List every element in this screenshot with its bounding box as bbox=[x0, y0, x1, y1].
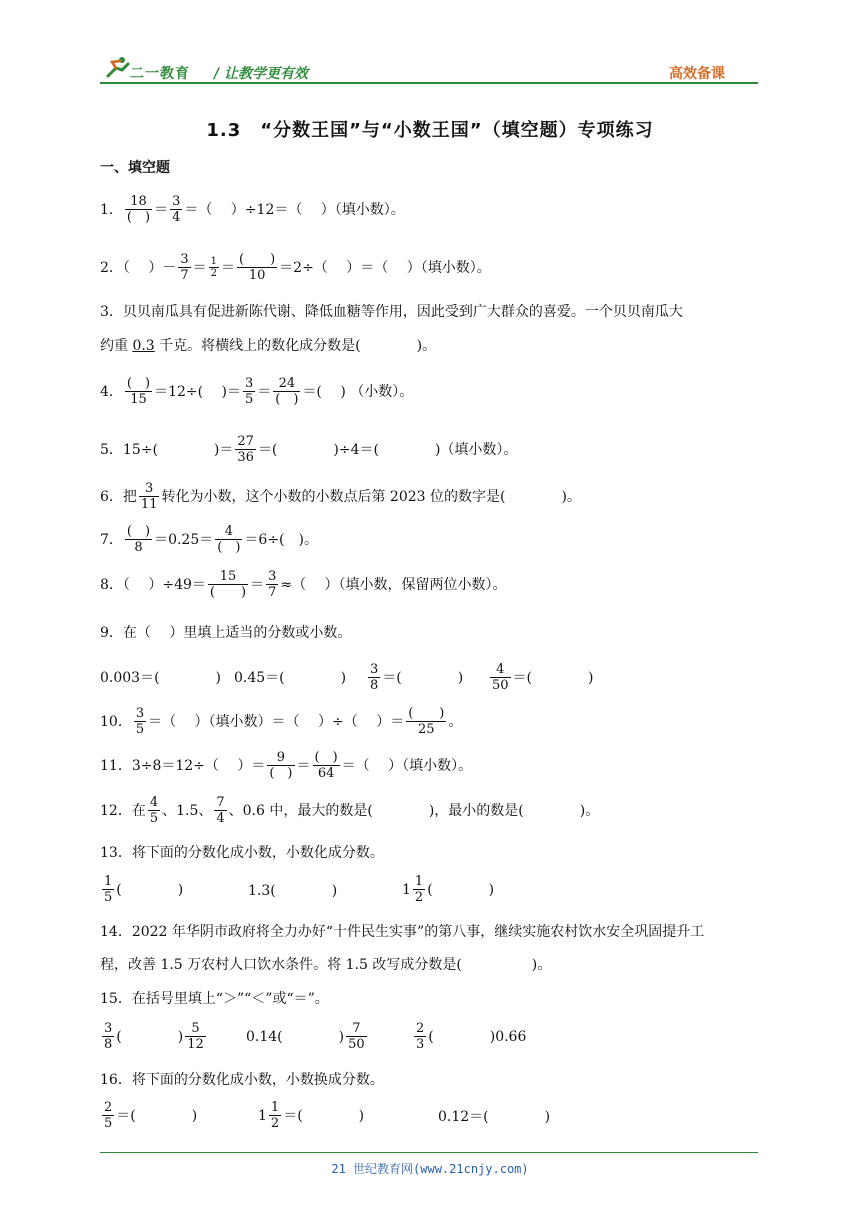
q13-item-c: 1 $\frac{1}{2}$ ( ) bbox=[402, 874, 495, 905]
q2-fraction-3: $\frac{( )}{10}$ bbox=[239, 252, 276, 283]
q2-text-start: 2．（ ）－ bbox=[100, 259, 177, 276]
q13-item-a: $\frac{1}{5}$ ( ) bbox=[104, 874, 184, 905]
footer-link[interactable]: 21 世纪教育网(www.21cnjy.com) bbox=[331, 1162, 529, 1176]
question-11: 11．3÷8＝12÷（ ）＝ $\frac{9}{( )}$ ＝ $\frac{( )}{64}$ ＝（ ）（填小数）。 bbox=[100, 750, 473, 781]
q13-item-b: 1.3( ) bbox=[248, 883, 338, 899]
q15-item-a: $\frac{3}{8}$ ( ) $\frac{5}{12}$ bbox=[104, 1021, 204, 1052]
q7-fraction-2: $\frac{4}{( )}$ bbox=[217, 524, 241, 555]
question-8: 8．（ ）÷49＝ $\frac{15}{( )}$ ＝ $\frac{3}{7}$ ≈（ ）（填小数，保留两位小数）。 bbox=[100, 569, 507, 600]
question-15: 15．在括号里填上“＞”“＜”或“＝”。 bbox=[100, 991, 329, 1007]
q9-item-c: $\frac{3}{8}$ ＝( ) bbox=[370, 662, 464, 693]
q11-fraction-1: $\frac{9}{( )}$ bbox=[269, 750, 293, 781]
page-title: 1.3 “分数王国”与“小数王国”（填空题）专项练习 bbox=[206, 120, 654, 141]
question-12: 12．在 $\frac{4}{5}$ 、1.5、 $\frac{7}{4}$ 、0.6 中，最大的数是( )，最小的数是( )。 bbox=[100, 795, 600, 826]
q4-text: ＝( ) （小数）。 bbox=[302, 383, 414, 400]
q16-item-a: $\frac{2}{5}$ ＝( ) bbox=[104, 1100, 198, 1131]
brand-name: 二一教育 bbox=[130, 66, 190, 82]
question-16: 16．将下面的分数化成小数，小数换成分数。 bbox=[100, 1072, 384, 1088]
question-5: 5．15÷( )＝ $\frac{27}{36}$ ＝( )÷4＝( )（填小数）。 bbox=[100, 434, 518, 465]
q7-fraction-1: $\frac{( )}{8}$ bbox=[126, 524, 151, 555]
q11-text: ＝（ ）（填小数）。 bbox=[341, 757, 473, 774]
q4-fraction-3: $\frac{24}{( )}$ bbox=[275, 376, 299, 407]
question-10: 10． $\frac{3}{5}$ ＝（ ）（填小数）＝（ ）÷（ ）＝ $\frac{( )}{25}$ 。 bbox=[100, 706, 463, 737]
q12-fraction-1: $\frac{4}{5}$ bbox=[149, 795, 159, 826]
q1-number: 1． bbox=[100, 201, 123, 218]
q8-fraction-2: $\frac{3}{7}$ bbox=[268, 569, 277, 600]
q9-item-d: $\frac{4}{50}$ ＝( ) bbox=[492, 662, 594, 693]
q8-text: ≈（ ）（填小数，保留两位小数）。 bbox=[280, 576, 507, 593]
q15-item-c: $\frac{2}{3}$ ( )0.66 bbox=[416, 1021, 527, 1052]
question-3-line-1: 3．贝贝南瓜具有促进新陈代谢、降低血糖等作用，因此受到广大群众的喜爱。一个贝贝南瓜大 bbox=[100, 304, 683, 320]
q8-fraction-1: $\frac{15}{( )}$ bbox=[209, 569, 247, 600]
q12-text: 、0.6 中，最大的数是( )，最小的数是( )。 bbox=[228, 802, 600, 819]
question-4: 4． $\frac{( )}{15}$ ＝12÷( )＝ $\frac{3}{5}$ ＝ $\frac{24}{( )}$ ＝( ) （小数）。 bbox=[100, 376, 414, 407]
q16-item-b: 1 $\frac{1}{2}$ ＝( ) bbox=[258, 1100, 365, 1131]
question-7: 7． $\frac{( )}{8}$ ＝0.25＝ $\frac{4}{( )}$ ＝6÷( )。 bbox=[100, 524, 318, 555]
q1-fraction-1: $\frac{18}{( )}$ bbox=[126, 194, 151, 225]
q6-fraction: $\frac{3}{11}$ bbox=[140, 481, 158, 512]
header-divider bbox=[100, 82, 758, 84]
q9-item-a: 0.003＝( ) bbox=[100, 670, 222, 686]
underlined-value: 0.3 bbox=[132, 338, 155, 354]
question-14-line-1: 14．2022 年华阴市政府将全力办好“十件民生实事”的第八事，继续实施农村饮水安全巩固提升工 bbox=[100, 924, 705, 940]
q2-text: ＝2÷（ ）＝（ ）（填小数）。 bbox=[279, 259, 491, 276]
section-heading: 一、填空题 bbox=[100, 160, 170, 176]
q5-fraction: $\frac{27}{36}$ bbox=[237, 434, 254, 465]
tagline: 高效备课 bbox=[669, 66, 725, 82]
q15-item-b: 0.14( ) $\frac{7}{50}$ bbox=[246, 1021, 365, 1052]
q10-fraction-1: $\frac{3}{5}$ bbox=[135, 706, 145, 737]
q4-fraction-1: $\frac{( )}{15}$ bbox=[126, 376, 151, 407]
question-2: 2．（ ）－ $\frac{3}{7}$ ＝ $\frac{1}{2}$ ＝ $\frac{( )}{10}$ ＝2÷（ ）＝（ ）（填小数）。 bbox=[100, 252, 491, 283]
question-3-line-2: 约重 0.3 千克。将横线上的数化成分数是( )。 bbox=[100, 338, 437, 354]
q7-text: ＝6÷( )。 bbox=[244, 531, 318, 548]
question-13: 13．将下面的分数化成小数，小数化成分数。 bbox=[100, 845, 384, 861]
q4-fraction-2: $\frac{3}{5}$ bbox=[245, 376, 254, 407]
q1-fraction-2: $\frac{3}{4}$ bbox=[172, 194, 181, 225]
q16-item-c: 0.12＝( ) bbox=[438, 1109, 551, 1125]
q5-text: ＝( )÷4＝( )（填小数）。 bbox=[257, 441, 518, 458]
footer-divider bbox=[100, 1152, 758, 1153]
q12-fraction-2: $\frac{7}{4}$ bbox=[216, 795, 225, 826]
q2-fraction-1: $\frac{3}{7}$ bbox=[180, 252, 189, 283]
q11-fraction-2: $\frac{( )}{64}$ bbox=[314, 750, 338, 781]
q10-fraction-2: $\frac{( )}{25}$ bbox=[408, 706, 445, 737]
q2-fraction-2: $\frac{1}{2}$ bbox=[210, 256, 218, 279]
q6-text: 转化为小数，这个小数的小数点后第 2023 位的数字是( )。 bbox=[161, 488, 581, 505]
question-9: 9．在（ ）里填上适当的分数或小数。 bbox=[100, 625, 352, 641]
q1-text: ＝（ ）÷12＝（ ）（填小数）。 bbox=[184, 201, 405, 218]
question-14-line-2: 程，改善 1.5 万农村人口饮水条件。将 1.5 改写成分数是( )。 bbox=[100, 957, 552, 973]
question-1: 1． $\frac{18}{( )}$ ＝ $\frac{3}{4}$ ＝（ ）÷12＝（ ）（填小数）。 bbox=[100, 194, 405, 225]
q9-item-b: 0.45＝( ) bbox=[234, 670, 347, 686]
question-6: 6．把 $\frac{3}{11}$ 转化为小数，这个小数的小数点后第 2023 位的数字是( )。 bbox=[100, 481, 581, 512]
slogan: / 让教学更有效 bbox=[214, 66, 308, 82]
